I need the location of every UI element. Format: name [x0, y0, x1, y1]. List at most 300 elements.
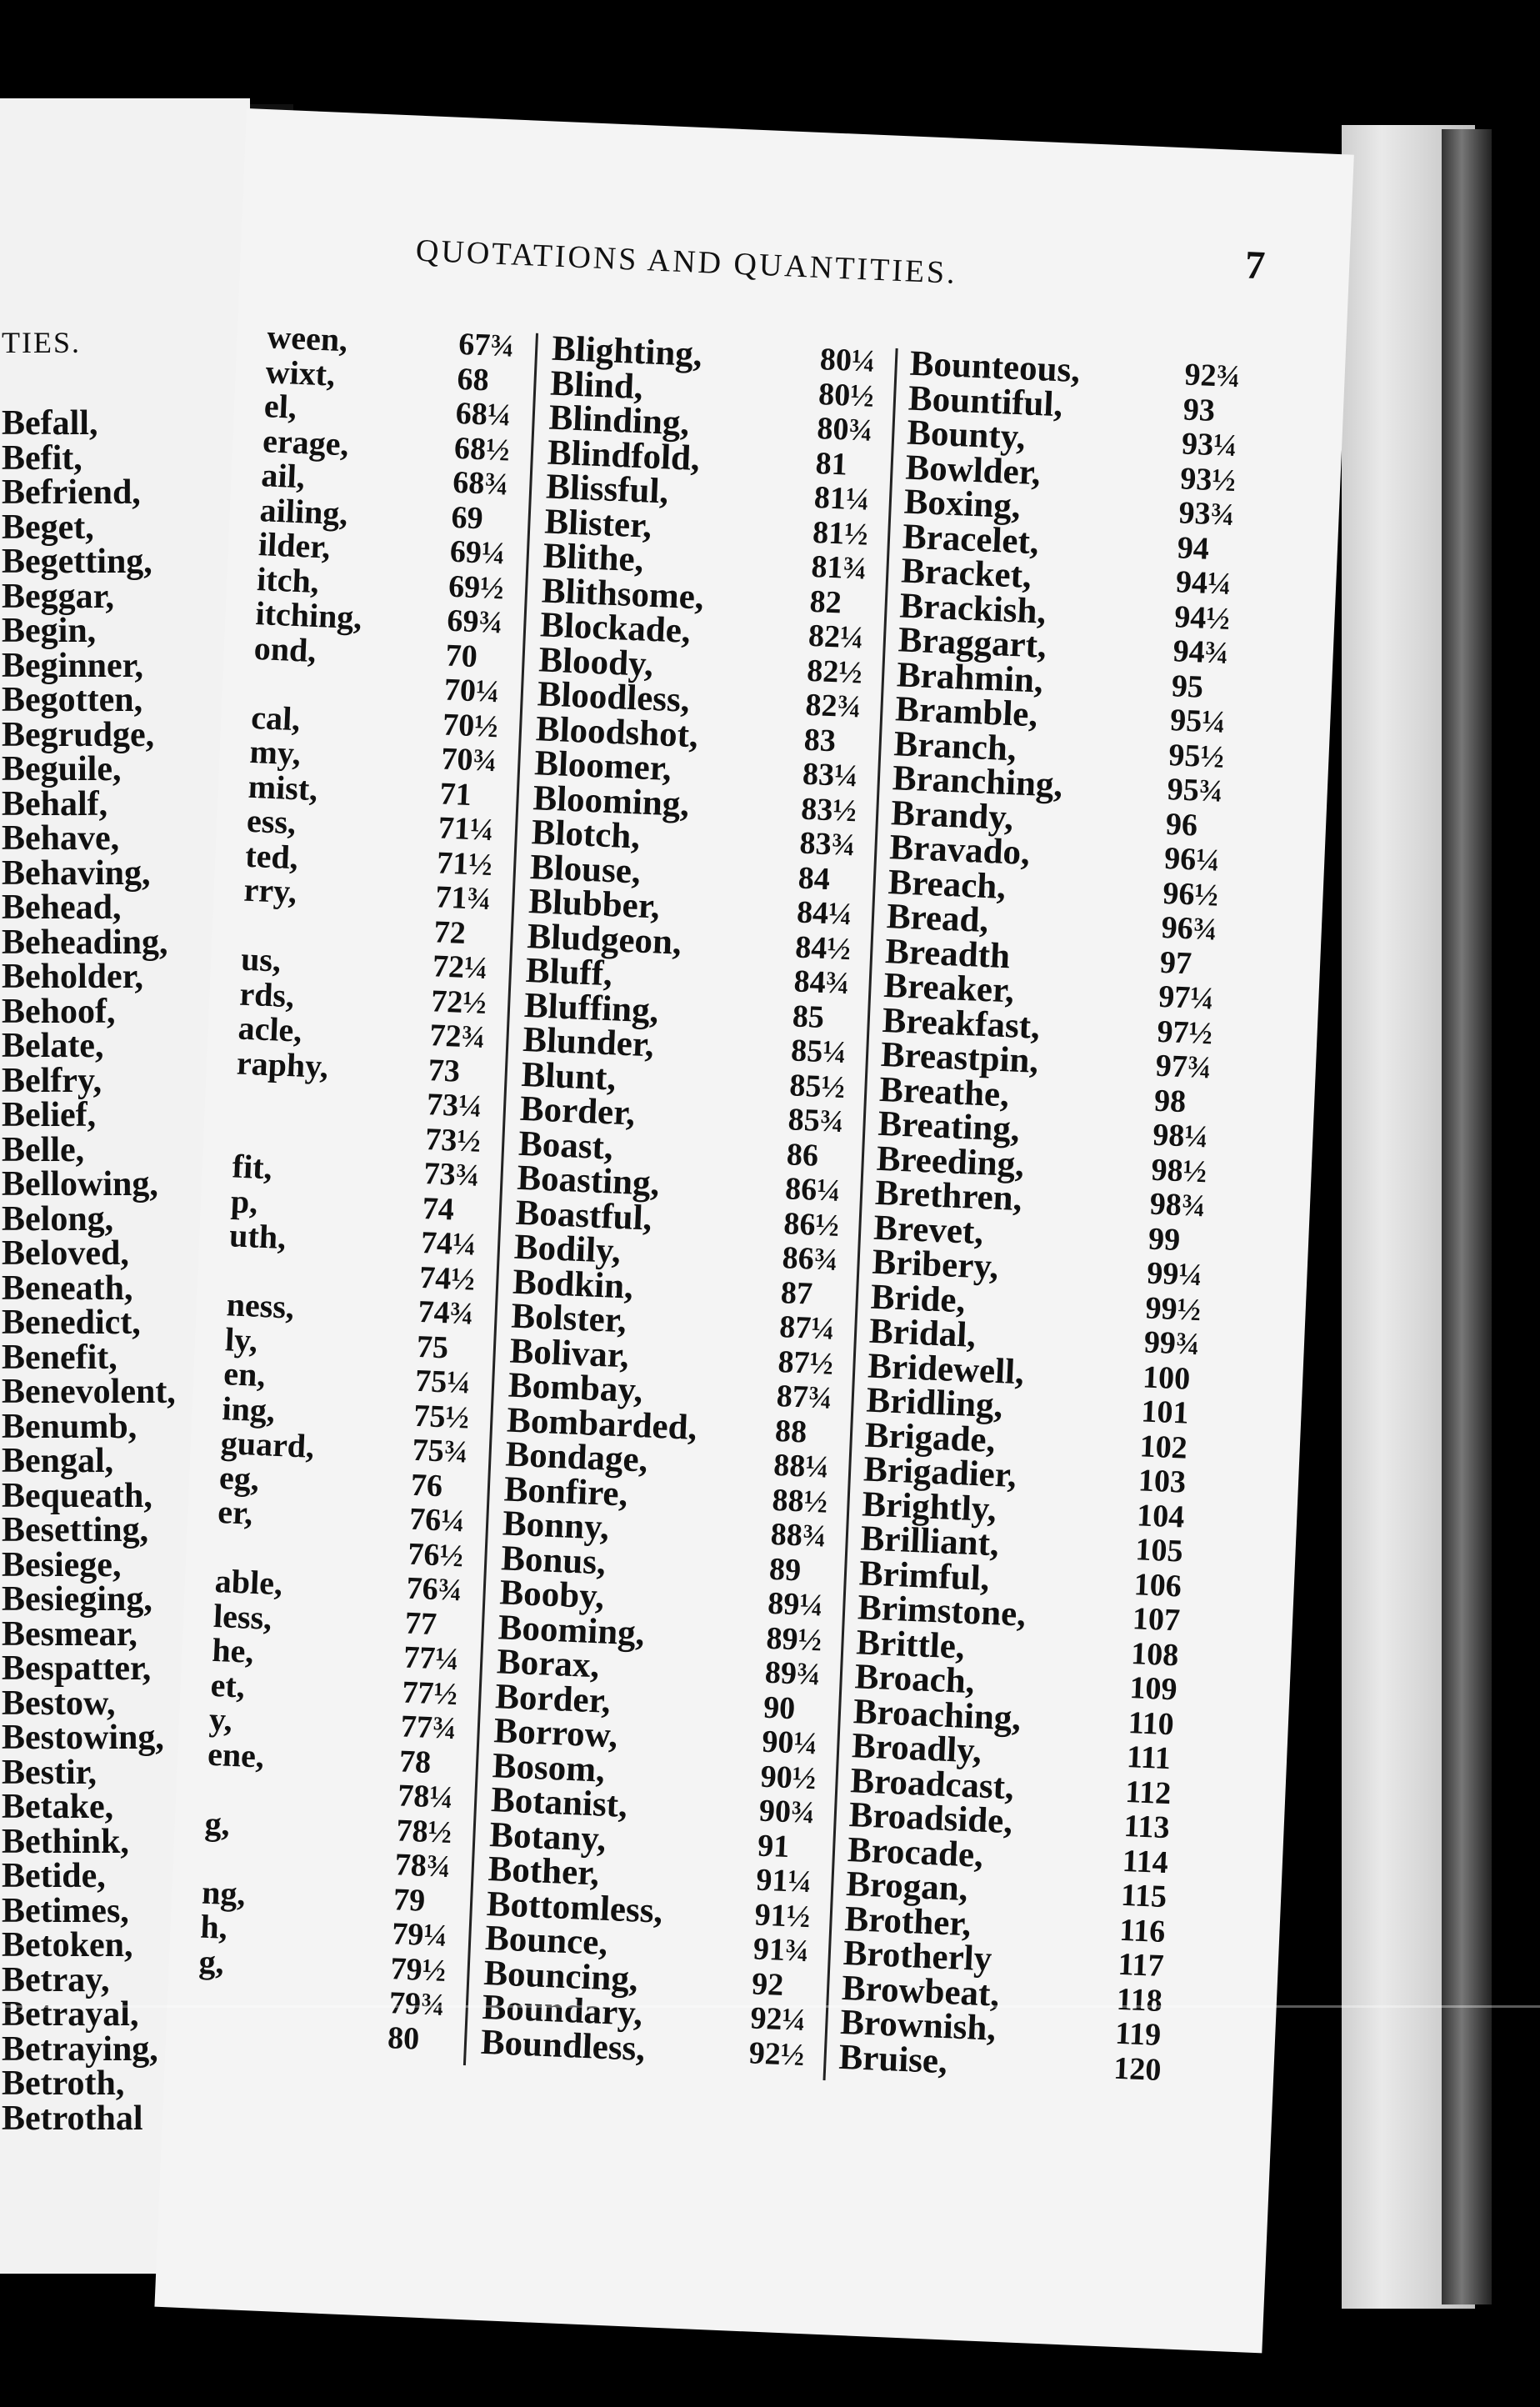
quantity-number: 78: [398, 1743, 432, 1780]
word-entry: Bluffing,: [523, 985, 660, 1031]
quantity-number: 77½: [401, 1674, 458, 1712]
quantity-number: 75½: [412, 1398, 470, 1436]
quantity-number: 83: [803, 722, 837, 758]
quantity-number: 84: [798, 860, 831, 897]
quantity-number: 119: [1114, 2015, 1162, 2053]
word-entry: Bombay,: [508, 1365, 644, 1411]
word-entry: Breathe,: [878, 1069, 1010, 1114]
left-word: Betraying,: [2, 2029, 158, 2069]
quantity-number: 103: [1138, 1463, 1187, 1500]
left-word: Begrudge,: [2, 715, 155, 754]
quantity-number: 109: [1128, 1670, 1178, 1708]
quantity-number: 113: [1122, 1808, 1171, 1846]
quantity-number: 82½: [806, 653, 863, 691]
word-entry: Borax,: [496, 1642, 601, 1686]
left-word: Bengal,: [2, 1442, 114, 1480]
quantity-number: 99¼: [1146, 1255, 1203, 1294]
quantity-number: 97: [1159, 944, 1192, 981]
word-entry: Boasting,: [516, 1158, 661, 1204]
quantity-number: 76¾: [405, 1570, 463, 1609]
left-word: Behave,: [2, 819, 120, 858]
quantity-number: 67¾: [458, 326, 515, 364]
quantity-number: 111: [1126, 1739, 1172, 1777]
left-word: Betimes,: [2, 1891, 129, 1930]
quantity-number: 69¾: [446, 603, 503, 641]
quantity-number: 78½: [395, 1812, 452, 1850]
quantity-number: 91¼: [755, 1862, 812, 1900]
left-word: Besmear,: [2, 1614, 138, 1654]
word-fragment: my,: [248, 732, 302, 773]
word-fragment: [197, 1979, 304, 2018]
quantity-number: 91½: [753, 1896, 812, 1934]
quantity-number: 70¾: [440, 741, 498, 779]
quantity-number: 72¾: [428, 1018, 486, 1055]
quantity-number: 87½: [777, 1344, 834, 1382]
word-fragment: guard,: [220, 1424, 316, 1465]
left-word: Belle,: [2, 1130, 85, 1169]
quantity-number: 78¾: [394, 1847, 452, 1885]
word-entry: Breach,: [887, 862, 1008, 907]
left-word: Belfry,: [2, 1061, 102, 1100]
word-entry: Bloomer,: [533, 743, 672, 789]
word-fragment: us,: [240, 939, 282, 979]
quantity-number: 96¾: [1160, 909, 1218, 948]
quantity-number: 89¼: [767, 1585, 824, 1624]
word-fragment: ing,: [221, 1389, 276, 1429]
quantity-number: 100: [1142, 1359, 1192, 1397]
left-word: Begin,: [2, 612, 97, 650]
left-word: Beholder,: [2, 958, 143, 996]
quantity-number: 70¼: [443, 672, 501, 710]
left-word: Behaving,: [2, 853, 151, 893]
word-entry: Blinding,: [548, 398, 691, 443]
word-entry: Brogan,: [845, 1864, 969, 1909]
word-entry: Blotch,: [530, 813, 642, 857]
quantity-number: 102: [1138, 1428, 1188, 1466]
quantity-number: 70: [444, 638, 478, 674]
quantity-number: 73½: [424, 1121, 482, 1159]
quantity-number: 68¾: [452, 464, 509, 503]
quantity-number: 71: [438, 775, 472, 813]
quantity-number: 86¾: [781, 1240, 839, 1278]
quantity-number: 95¾: [1166, 771, 1224, 809]
quantity-number: 104: [1136, 1497, 1186, 1535]
word-entry: Bouncing,: [482, 1953, 639, 1999]
left-word: Begotten,: [2, 681, 143, 719]
column-3-numbers: [1113, 358, 1241, 2088]
right-page: [154, 108, 1353, 2353]
left-word: Befit,: [2, 438, 82, 478]
quantity-number: 76: [410, 1467, 443, 1504]
left-word: Belong,: [2, 1199, 114, 1239]
quantity-number: 83¾: [798, 825, 856, 863]
left-word: Beheading,: [2, 923, 168, 962]
quantity-number: 107: [1132, 1601, 1181, 1639]
quantity-number: 72¼: [432, 948, 489, 987]
word-entry: Brackish,: [898, 585, 1048, 632]
quantity-number: 85¼: [790, 1033, 848, 1071]
quantity-number: 85: [792, 998, 825, 1035]
quantity-number: 99: [1148, 1221, 1182, 1258]
quantity-number: 81¾: [810, 548, 868, 587]
quantity-number: 84¾: [792, 963, 851, 1002]
quantity-number: 88½: [771, 1482, 828, 1520]
quantity-number: 83¼: [802, 756, 859, 794]
word-entry: Breadth: [884, 931, 1011, 976]
quantity-number: 84½: [794, 928, 852, 967]
word-entry: Broach,: [853, 1657, 976, 1702]
quantity-number: 96: [1165, 806, 1198, 843]
quantity-number: 82¼: [808, 618, 865, 656]
word-entry: Bosom,: [492, 1745, 606, 1790]
quantity-number: 97¼: [1158, 978, 1215, 1017]
word-entry: Bonny,: [502, 1504, 610, 1548]
quantity-number: 94½: [1173, 598, 1231, 637]
quantity-number: 76¼: [408, 1501, 466, 1539]
word-entry: Bother,: [487, 1849, 601, 1894]
left-word: Befall,: [2, 404, 98, 443]
scan-artifact-line: [0, 2005, 1540, 2008]
word-entry: Boastful,: [514, 1193, 653, 1239]
word-entry: Bondage,: [504, 1434, 649, 1480]
word-entry: Breakfast,: [881, 1000, 1041, 1047]
left-word: Bethink,: [2, 1822, 129, 1861]
word-fragment: ond,: [252, 628, 318, 669]
left-word: Bequeath,: [2, 1476, 152, 1515]
left-word: Benumb,: [2, 1407, 138, 1446]
word-entry: Brilliant,: [859, 1519, 1000, 1564]
quantity-number: 77¼: [402, 1639, 460, 1678]
quantity-number: 105: [1134, 1532, 1184, 1569]
quantity-number: 87¾: [775, 1379, 833, 1416]
word-fragment: itching,: [254, 593, 363, 637]
word-entry: Breating,: [877, 1103, 1021, 1149]
word-fragment: ess,: [246, 801, 298, 842]
quantity-number: 85¾: [787, 1102, 845, 1140]
quantity-number: 79: [392, 1881, 427, 1919]
word-entry: Botanist,: [490, 1780, 628, 1825]
quantity-number: 95¼: [1169, 703, 1227, 740]
quantity-number: 89¾: [764, 1654, 822, 1693]
left-word: Beneath,: [2, 1269, 133, 1308]
quantity-number: 71¾: [434, 879, 492, 918]
running-head: QUOTATIONS AND QUANTITIES.: [415, 233, 958, 291]
quantity-number: 116: [1118, 1912, 1167, 1949]
word-entry: Bolivar,: [508, 1331, 630, 1376]
word-fragment: acle,: [237, 1008, 303, 1049]
quantity-number: 90½: [759, 1759, 818, 1796]
word-entry: Braggart,: [897, 620, 1048, 666]
quantity-number: 74¼: [420, 1224, 478, 1263]
quantity-number: 93¼: [1181, 426, 1238, 464]
quantity-number: 77¾: [399, 1709, 458, 1747]
column-2-words: [480, 328, 742, 2069]
quantity-number: 92: [751, 1965, 785, 2003]
quantity-number: 94¼: [1175, 564, 1232, 602]
word-fragment: eg,: [218, 1458, 260, 1498]
quantity-number: 98: [1153, 1083, 1187, 1119]
word-entry: Blister,: [543, 501, 653, 546]
word-fragment: able,: [214, 1561, 283, 1603]
quantity-number: 72: [432, 913, 467, 951]
quantity-number: 74: [422, 1190, 455, 1228]
left-word: Benedict,: [2, 1304, 141, 1342]
word-fragment: uth,: [228, 1216, 288, 1257]
word-entry: Botany,: [488, 1814, 608, 1859]
quantity-number: 87: [780, 1274, 813, 1312]
quantity-number: 112: [1124, 1774, 1172, 1811]
quantity-number: 81: [814, 445, 848, 483]
quantity-number: 93½: [1179, 460, 1237, 498]
word-fragment: he,: [211, 1630, 255, 1670]
left-word: Bespatter,: [2, 1649, 152, 1688]
word-entry: Bounty,: [906, 413, 1027, 458]
quantity-number: 69: [450, 499, 484, 536]
quantity-number: 74¾: [417, 1294, 475, 1332]
word-fragment: ness,: [225, 1285, 295, 1326]
quantity-number: 71¼: [438, 810, 495, 848]
word-fragment: g,: [203, 1804, 231, 1843]
word-entry: Bloodshot,: [535, 708, 699, 755]
quantity-number: 71½: [436, 844, 493, 883]
quantity-number: 76½: [407, 1536, 464, 1574]
word-fragment: ween,: [266, 318, 349, 359]
word-fragment: [234, 1079, 342, 1118]
word-entry: Bracket,: [900, 551, 1032, 596]
word-fragment: et,: [209, 1665, 246, 1705]
left-word: Benefit,: [2, 1338, 118, 1377]
quantity-number: 91: [757, 1828, 791, 1864]
left-word: Betide,: [2, 1857, 106, 1895]
left-word: Benevolent,: [2, 1373, 176, 1411]
word-fragment: rds,: [238, 974, 296, 1014]
quantity-number: 73¼: [426, 1087, 483, 1124]
word-fragment: cal,: [250, 698, 302, 738]
quantity-number: 110: [1127, 1704, 1175, 1742]
word-entry: Booming,: [497, 1607, 646, 1654]
left-word: Betroth,: [2, 2064, 125, 2103]
word-entry: Bluff,: [524, 950, 613, 994]
word-entry: Browbeat,: [841, 1968, 1001, 2014]
quantity-number: 68¼: [455, 395, 512, 433]
quantity-number: 82¾: [804, 687, 862, 725]
word-entry: Bombarded,: [506, 1399, 698, 1448]
left-word: Behoof,: [2, 992, 116, 1031]
quantity-number: 117: [1117, 1946, 1165, 1984]
word-entry: Blunt,: [520, 1054, 618, 1098]
quantity-number: 90¾: [758, 1793, 816, 1831]
word-entry: Blindfold,: [547, 433, 701, 478]
left-word: Besetting,: [2, 1511, 149, 1549]
word-fragment: h,: [199, 1907, 228, 1946]
quantity-number: 68: [456, 361, 490, 398]
quantity-number: 81½: [812, 514, 869, 553]
quantity-number: 81¼: [813, 479, 871, 518]
word-fragment: en,: [222, 1354, 267, 1394]
quantity-number: 86½: [782, 1205, 840, 1244]
quantity-number: 98½: [1150, 1152, 1208, 1189]
left-word-list: [2, 404, 176, 2138]
word-entry: Bloody,: [538, 639, 654, 684]
quantity-number: 115: [1120, 1877, 1168, 1915]
quantity-number: 80½: [818, 376, 875, 414]
quantity-number: 69¼: [449, 533, 507, 572]
word-entry: Blouse,: [529, 847, 642, 892]
word-fragment: y,: [208, 1699, 233, 1739]
word-entry: Brother,: [843, 1899, 972, 1944]
quantity-number: 106: [1132, 1566, 1182, 1604]
word-entry: Brimstone,: [857, 1588, 1027, 1634]
word-fragment: er,: [217, 1493, 254, 1532]
quantity-number: 80¾: [816, 411, 873, 448]
word-entry: Branching,: [892, 758, 1064, 805]
word-fragment: ailing,: [258, 490, 349, 532]
word-entry: Bramble,: [894, 689, 1039, 735]
page-number: 7: [1244, 243, 1267, 288]
quantity-number: 99¾: [1143, 1324, 1201, 1363]
quantity-number: 84¼: [796, 894, 853, 933]
word-entry: Bride,: [869, 1277, 967, 1320]
word-entry: Bountiful,: [908, 378, 1064, 424]
left-word: Betrayal,: [2, 1995, 139, 2034]
quantity-number: 97½: [1156, 1013, 1213, 1051]
book-cover-edge: [1442, 129, 1492, 2304]
quantity-number: 83½: [800, 791, 858, 828]
word-fragment: fit,: [231, 1147, 273, 1187]
quantity-number: 68½: [453, 430, 511, 468]
word-entry: Border,: [494, 1676, 612, 1721]
quantity-number: 80¼: [819, 342, 877, 379]
quantity-number: 98¼: [1152, 1117, 1209, 1155]
left-word: Betoken,: [2, 1926, 133, 1964]
quantity-number: 89: [768, 1551, 802, 1588]
word-entry: Bludgeon,: [526, 916, 682, 963]
word-entry: Brittle,: [855, 1622, 966, 1667]
word-entry: Bounteous,: [908, 343, 1082, 391]
word-fragment: less,: [212, 1596, 273, 1637]
word-entry: Breastpin,: [880, 1034, 1040, 1081]
left-word: Betray,: [2, 1960, 110, 1999]
word-entry: Blithe,: [542, 536, 645, 580]
word-entry: Brandy,: [890, 793, 1015, 838]
quantity-number: 94¾: [1172, 633, 1230, 671]
quantity-number: 96½: [1162, 875, 1219, 913]
word-fragment: mist,: [248, 767, 319, 808]
word-fragment: ilder,: [258, 525, 332, 566]
quantity-number: 88: [774, 1413, 808, 1450]
word-entry: Blithsome,: [541, 570, 705, 617]
quantity-number: 93: [1182, 391, 1216, 428]
word-entry: Breaker,: [882, 965, 1015, 1011]
quantity-number: 99½: [1144, 1289, 1202, 1328]
left-word: Bestow,: [2, 1684, 116, 1723]
quantity-number: 92¾: [1183, 357, 1241, 395]
word-entry: Bravado,: [888, 828, 1031, 873]
left-word: Betrothal: [2, 2099, 143, 2138]
left-word: Beguile,: [2, 750, 122, 788]
quantity-number: 90: [762, 1689, 797, 1726]
word-entry: Brigade,: [864, 1414, 997, 1460]
quantity-number: 89½: [765, 1620, 823, 1658]
word-entry: Brotherly: [842, 1933, 993, 1979]
word-entry: Brethren,: [874, 1173, 1023, 1219]
word-entry: Boast,: [518, 1123, 614, 1167]
word-entry: Broaching,: [852, 1691, 1022, 1739]
left-word: Besieging,: [2, 1580, 152, 1619]
quantity-number: 97¾: [1154, 1048, 1212, 1086]
word-entry: Breeding,: [875, 1138, 1025, 1184]
quantity-number: 88¼: [772, 1447, 830, 1485]
quantity-number: 74½: [418, 1259, 476, 1298]
word-entry: Brimful,: [858, 1553, 991, 1599]
word-entry: Bodily,: [513, 1227, 622, 1271]
left-page-heading: TIES.: [2, 326, 81, 359]
quantity-number: 73: [428, 1052, 461, 1089]
quantity-number: 80: [387, 2019, 421, 2057]
quantity-number: 95: [1171, 668, 1204, 705]
column-3-words: [838, 343, 1082, 2082]
word-entry: Bruise,: [838, 2037, 948, 2081]
quantity-number: 88¾: [770, 1516, 828, 1554]
left-word: Behalf,: [2, 784, 108, 823]
word-fragment: g,: [198, 1942, 225, 1981]
left-word: Begetting,: [2, 543, 152, 581]
word-entry: Blooming,: [532, 778, 691, 824]
left-word: Bestowing,: [2, 1719, 164, 1757]
left-word: Belief,: [2, 1096, 97, 1134]
word-entry: Boundless,: [480, 2022, 647, 2069]
quantity-number: 95½: [1168, 737, 1225, 775]
quantity-number: 87¼: [778, 1309, 836, 1347]
left-word: Besiege,: [2, 1545, 122, 1584]
word-entry: Bodkin,: [512, 1262, 634, 1307]
left-word: Beget,: [2, 508, 94, 547]
quantity-number: 70½: [442, 707, 499, 744]
word-entry: Bounce,: [484, 1918, 609, 1964]
word-entry: Blubber,: [528, 882, 661, 927]
word-fragment: el,: [263, 387, 298, 426]
word-fragment: p,: [230, 1181, 259, 1221]
quantity-number: 75¾: [411, 1432, 469, 1470]
quantity-number: 108: [1130, 1635, 1180, 1673]
word-entry: Blighting,: [551, 328, 703, 375]
word-entry: Broadcast,: [849, 1760, 1015, 1807]
quantity-number: 85½: [788, 1067, 846, 1105]
quantity-number: 114: [1122, 1843, 1169, 1880]
word-fragment: raphy,: [236, 1043, 329, 1085]
word-entry: Bracelet,: [902, 516, 1040, 562]
quantity-number: 73¾: [422, 1156, 480, 1193]
quantity-number: 92½: [748, 2034, 806, 2073]
quantity-number: 77: [404, 1605, 438, 1642]
word-fragment: wixt,: [264, 352, 337, 393]
word-entry: Bonfire,: [502, 1469, 629, 1514]
quantity-number: 118: [1116, 1981, 1163, 2019]
quantity-number: 101: [1140, 1394, 1190, 1431]
word-entry: Bowlder,: [904, 448, 1042, 493]
word-entry: Bread,: [886, 897, 990, 941]
word-entry: Blissful,: [545, 467, 670, 512]
quantity-number: 69½: [448, 568, 505, 606]
word-entry: Boundary,: [481, 1987, 644, 2034]
quantity-number: 92¼: [749, 2000, 807, 2039]
word-entry: Brahmin,: [896, 654, 1044, 701]
word-entry: Brightly,: [861, 1484, 998, 1529]
word-entry: Borrow,: [492, 1711, 619, 1756]
quantity-number: 93¾: [1178, 495, 1235, 533]
word-entry: Bridewell,: [867, 1346, 1025, 1392]
word-entry: Brocade,: [847, 1829, 984, 1875]
